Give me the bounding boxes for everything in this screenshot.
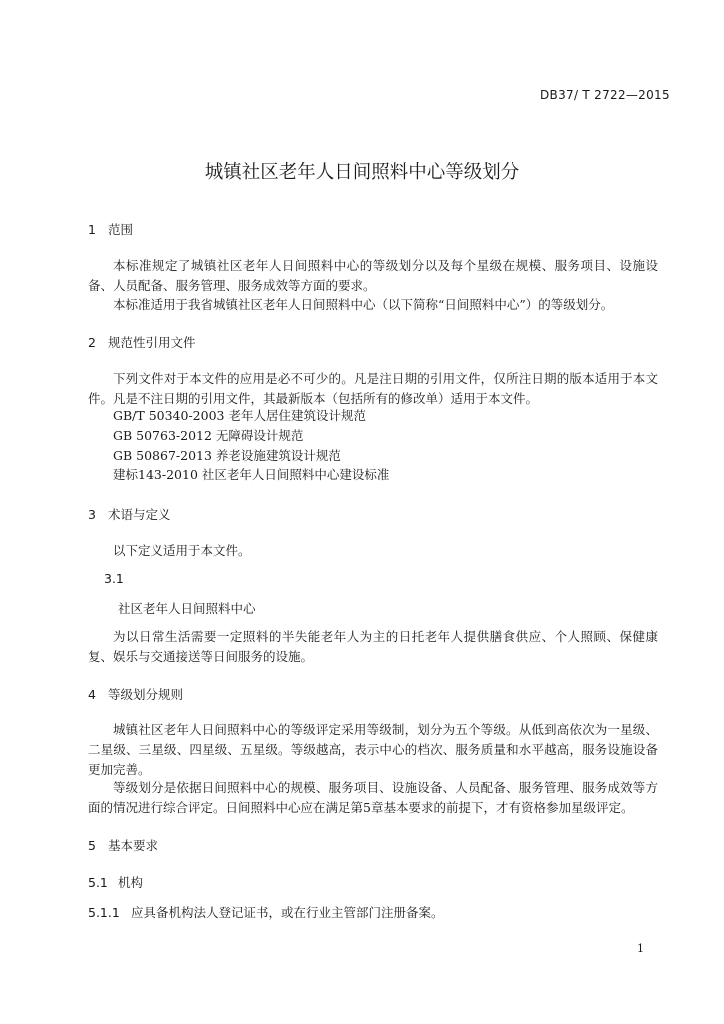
section-title: 基本要求 bbox=[108, 838, 159, 853]
clause-5-1-1 bbox=[88, 903, 444, 923]
section-2-heading bbox=[88, 333, 196, 351]
clause-number: 5.1.1 bbox=[88, 905, 120, 920]
section-title: 范围 bbox=[108, 222, 134, 237]
subsection-number: 5.1 bbox=[88, 875, 108, 890]
section-1-paragraph-1: 本标准规定了城镇社区老年人日间照料中心的等级划分以及每个星级在规模、服务项目、设施设备、人员配备、服务管理、服务成效等方面的要求。 bbox=[88, 258, 658, 293]
reference-item: GB 50763-2012 无障碍设计规范 bbox=[113, 428, 304, 443]
section-number: 5 bbox=[88, 838, 96, 853]
section-3-heading bbox=[88, 505, 171, 523]
reference-item: 建标143-2010 社区老年人日间照料中心建设标准 bbox=[113, 467, 390, 482]
subsection-title: 机构 bbox=[118, 875, 144, 890]
clause-text: 应具备机构法人登记证书，或在行业主管部门注册备案。 bbox=[131, 905, 444, 920]
section-number: 3 bbox=[88, 507, 96, 522]
term-title: 社区老年人日间照料中心 bbox=[118, 601, 256, 616]
section-title: 等级划分规则 bbox=[108, 687, 184, 702]
standard-code: DB37/ T 2722—2015 bbox=[540, 88, 670, 102]
term-number: 3.1 bbox=[104, 571, 124, 586]
document-title: 城镇社区老年人日间照料中心等级划分 bbox=[204, 162, 520, 183]
section-number: 4 bbox=[88, 687, 96, 702]
section-number: 2 bbox=[88, 335, 96, 350]
section-4-heading bbox=[88, 685, 183, 703]
section-title: 规范性引用文件 bbox=[108, 335, 196, 350]
section-4-paragraph-1: 城镇社区老年人日间照料中心的等级评定采用等级制，划分为五个等级。从低到高依次为一星级、二星级、三星级、四星级、五星级。等级越高，表示中心的档次、服务质量和水平越高，服务设施设备更加完善。 bbox=[88, 722, 658, 777]
section-5-heading bbox=[88, 836, 158, 854]
subsection-5-1-heading bbox=[88, 873, 143, 891]
page-number: 1 bbox=[637, 942, 644, 955]
reference-item: GB 50867-2013 养老设施建筑设计规范 bbox=[113, 448, 341, 463]
section-1-paragraph-2: 本标准适用于我省城镇社区老年人日间照料中心（以下简称“日间照料中心”）的等级划分。 bbox=[113, 297, 614, 312]
section-number: 1 bbox=[88, 222, 96, 237]
section-3-intro: 以下定义适用于本文件。 bbox=[113, 543, 251, 558]
section-title: 术语与定义 bbox=[108, 507, 171, 522]
section-1-heading bbox=[88, 220, 133, 238]
reference-item: GB/T 50340-2003 老年人居住建筑设计规范 bbox=[113, 408, 366, 423]
section-2-intro: 下列文件对于本文件的应用是必不可少的。凡是注日期的引用文件，仅所注日期的版本适用于本文件。凡是不注日期的引用文件，其最新版本（包括所有的修改单）适用于本文件。 bbox=[88, 371, 658, 406]
term-definition: 为以日常生活需要一定照料的半失能老年人为主的日托老年人提供膳食供应、个人照顾、保健康复、娱乐与交通接送等日间服务的设施。 bbox=[88, 629, 658, 664]
section-4-paragraph-2: 等级划分是依据日间照料中心的规模、服务项目、设施设备、人员配备、服务管理、服务成效等方面的情况进行综合评定。日间照料中心应在满足第5章基本要求的前提下，才有资格参加星级评定。 bbox=[88, 780, 658, 815]
